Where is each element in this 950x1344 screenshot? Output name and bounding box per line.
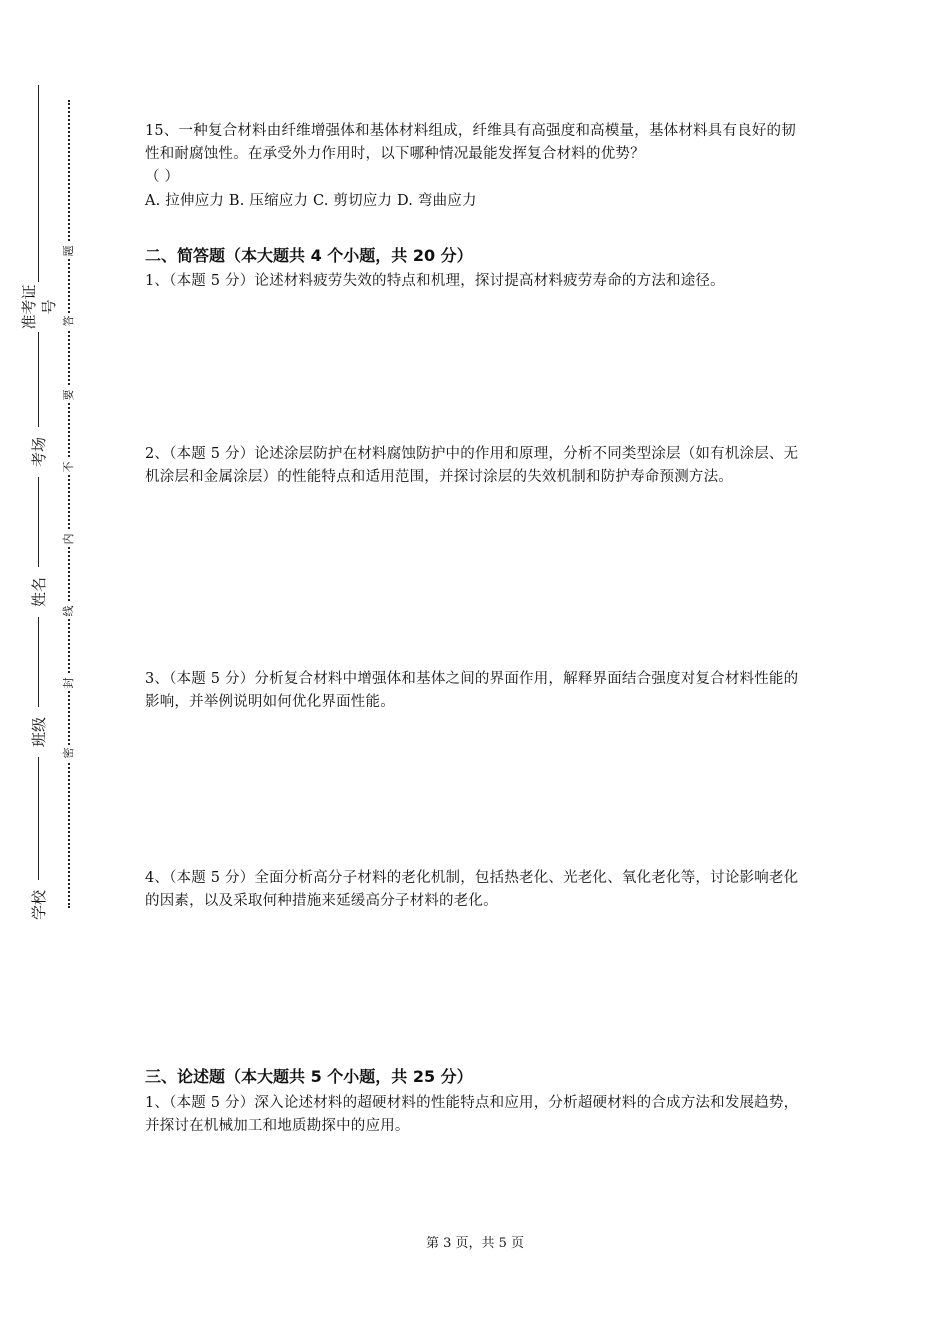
section-heading: 三、论述题（本大题共 5 个小题，共 25 分） xyxy=(145,1067,473,1086)
section-3-heading-block xyxy=(145,1066,810,1088)
question-text: 1、（本题 5 分）深入论述材料的超硬材料的性能特点和应用，分析超硬材料的合成方法和发展趋势，并探讨在机械加工和地质勘探中的应用。 xyxy=(145,1095,799,1134)
section-2-heading-block xyxy=(145,245,810,267)
margin-label-class: 班级 xyxy=(29,707,49,757)
question-15-options: A. 拉伸应力 B. 压缩应力 C. 剪切应力 D. 弯曲应力 xyxy=(145,193,477,209)
short-answer-q3 xyxy=(145,668,810,714)
margin-label-exam-room: 考场 xyxy=(29,427,49,477)
essay-q1 xyxy=(145,1092,810,1138)
answer-blank: （ ） xyxy=(145,169,180,185)
question-text: 2、（本题 5 分）论述涂层防护在材料腐蚀防护中的作用和原理，分析不同类型涂层（如有机涂层、无机涂层和金属涂层）的性能特点和适用范围，并探讨涂层的失效机制和防护寿命预测方法。 xyxy=(145,446,799,485)
question-15-text: 15、一种复合材料由纤维增强体和基体材料组成，纤维具有高强度和高模量，基体材料具有良好的韧性和耐腐蚀性。在承受外力作用时，以下哪种情况最能发挥复合材料的优势？ xyxy=(145,123,796,162)
question-text: 4、（本题 5 分）全面分析高分子材料的老化机制，包括热老化、光老化、氧化老化等，讨论影响老化的因素，以及采取何种措施来延缓高分子材料的老化。 xyxy=(145,870,799,909)
margin-label-name: 姓名 xyxy=(29,567,49,617)
seal-char: 不 xyxy=(61,459,77,475)
section-heading: 二、简答题（本大题共 4 个小题，共 20 分） xyxy=(145,246,473,265)
seal-char: 内 xyxy=(61,531,77,547)
short-answer-q2 xyxy=(145,443,810,489)
seal-char: 线 xyxy=(61,603,77,619)
seal-char: 题 xyxy=(61,243,77,259)
short-answer-q1 xyxy=(145,270,810,293)
short-answer-q4 xyxy=(145,867,810,913)
binding-line-solid xyxy=(38,85,39,925)
question-text: 3、（本题 5 分）分析复合材料中增强体和基体之间的界面作用，解释界面结合强度对复合材料性能的影响，并举例说明如何优化界面性能。 xyxy=(145,671,799,710)
binding-line-dotted xyxy=(68,100,70,908)
margin-label-exam-id: 准考证号 xyxy=(19,282,59,332)
seal-char: 要 xyxy=(61,387,77,403)
margin-label-school: 学校 xyxy=(29,880,49,930)
seal-char: 答 xyxy=(61,313,77,329)
seal-char: 封 xyxy=(61,675,77,691)
question-15 xyxy=(145,120,810,213)
seal-char: 密 xyxy=(61,745,77,761)
question-text: 1、（本题 5 分）论述材料疲劳失效的特点和机理，探讨提高材料疲劳寿命的方法和途径。 xyxy=(145,273,725,289)
page-number: 第 3 页，共 5 页 xyxy=(425,1236,525,1251)
